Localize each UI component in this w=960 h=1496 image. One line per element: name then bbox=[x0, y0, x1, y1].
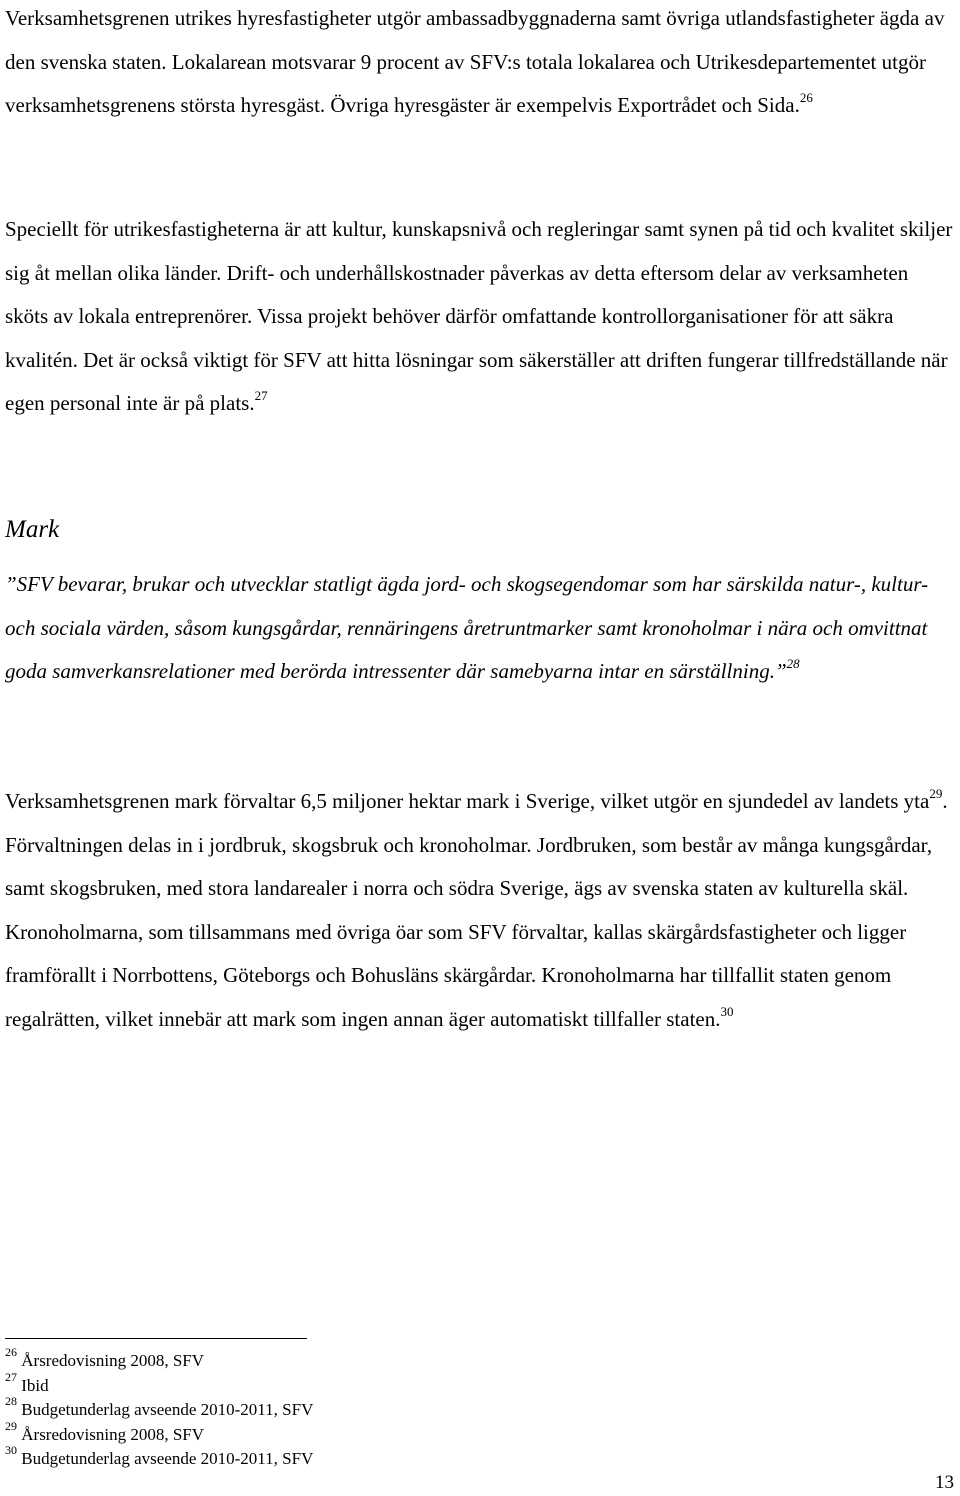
footnote-text: Årsredovisning 2008, SFV bbox=[21, 1424, 205, 1444]
footnote-number: 28 bbox=[5, 1394, 17, 1409]
footnote-number: 29 bbox=[5, 1418, 17, 1433]
footnote-ref: 29 bbox=[929, 786, 943, 801]
footnote-ref: 26 bbox=[799, 90, 813, 106]
footnote bbox=[5, 1345, 605, 1374]
footnote-text: Budgetunderlag avseende 2010-2011, SFV bbox=[21, 1400, 314, 1419]
footnote bbox=[5, 1394, 605, 1423]
page-number: 13 bbox=[935, 1472, 954, 1493]
quote-text: ”SFV bevarar, brukar och utvecklar statligt ägda jord- och skogsegendomar som har särskilda natur-, kultur- och sociala värden, såsom kungsgårdar, rennäringens åretruntmarker samt kronoholmar i nära och omvittnat goda samverkansrelationer med berörda intressenter där samebyarna intar en särställning.” bbox=[5, 572, 929, 684]
footnote bbox=[5, 1418, 605, 1448]
footnote-text: Budgetunderlag avseende 2010-2011, SFV bbox=[21, 1449, 314, 1468]
footnote-number: 30 bbox=[5, 1443, 17, 1458]
footnote-text: Årsredovisning 2008, SFV bbox=[21, 1351, 205, 1370]
footnote-number: 26 bbox=[5, 1345, 17, 1360]
paragraph-utrikesfastigheter bbox=[5, 208, 955, 426]
quote-paragraph bbox=[5, 563, 955, 694]
paragraph-text-start: Verksamhetsgrenen mark förvaltar 6,5 miljoner hektar mark i Sverige, vilket utgör en sjundedel av landets yta bbox=[5, 789, 930, 813]
paragraph-utrikes-hyresfastigheter bbox=[5, 0, 955, 128]
footnote-separator bbox=[5, 1338, 307, 1339]
footnote bbox=[5, 1369, 605, 1399]
footnote-ref: 28 bbox=[786, 656, 800, 672]
footnote-ref: 27 bbox=[254, 388, 268, 404]
section-heading-mark: Mark bbox=[5, 516, 60, 543]
paragraph-mark bbox=[5, 780, 955, 1042]
paragraph-text: Speciellt för utrikesfastigheterna är att kultur, kunskapsnivå och regleringar samt synen på tid och kvalitet skiljer sig åt mellan olika länder. Drift- och underhållskostnader påverkas av detta eftersom delar av verksamheten sköts av lokala entreprenörer. Vissa projekt behöver därför omfattande kontrollorganisationer för att säkra kvalitén. Det är också viktigt för SFV att hitta lösningar som säkerställer att driften fungerar tillfredställande när egen personal inte är på plats. bbox=[5, 217, 953, 416]
footnote-ref: 30 bbox=[720, 1003, 734, 1019]
paragraph-text-end: . Förvaltningen delas in i jordbruk, skogsbruk och kronoholmar. Jordbruken, som består av många kungsgårdar, samt skogsbruken, med stora landarealer i norra och södra Sverige, ägs av svenska staten av kulturella skäl. Kronoholmarna, som tillsammans med övriga öar som SFV förvaltar, kallas skärgårdsfastigheter och ligger framförallt i Norrbottens, Göteborgs och Bohusläns skärgårdar. Kronoholmarna har tillfallit staten genom regalrätten, vilket innebär att mark som ingen annan äger automatiskt tillfaller staten. bbox=[5, 789, 948, 1031]
paragraph-text: Verksamhetsgrenen utrikes hyresfastigheter utgör ambassadbyggnaderna samt övriga utlandsfastigheter ägda av den svenska staten. Lokalarean motsvarar 9 procent av SFV:s totala lokalarea och Utrikesdepartementet utgör verksamhetsgrenens största hyresgäst. Övriga hyresgäster är exempelvis Exportrådet och Sida. bbox=[5, 6, 945, 118]
footnote-number: 27 bbox=[5, 1369, 17, 1384]
footnotes bbox=[5, 1345, 605, 1472]
footnote bbox=[5, 1443, 605, 1472]
footnote-text: Ibid bbox=[21, 1375, 49, 1395]
